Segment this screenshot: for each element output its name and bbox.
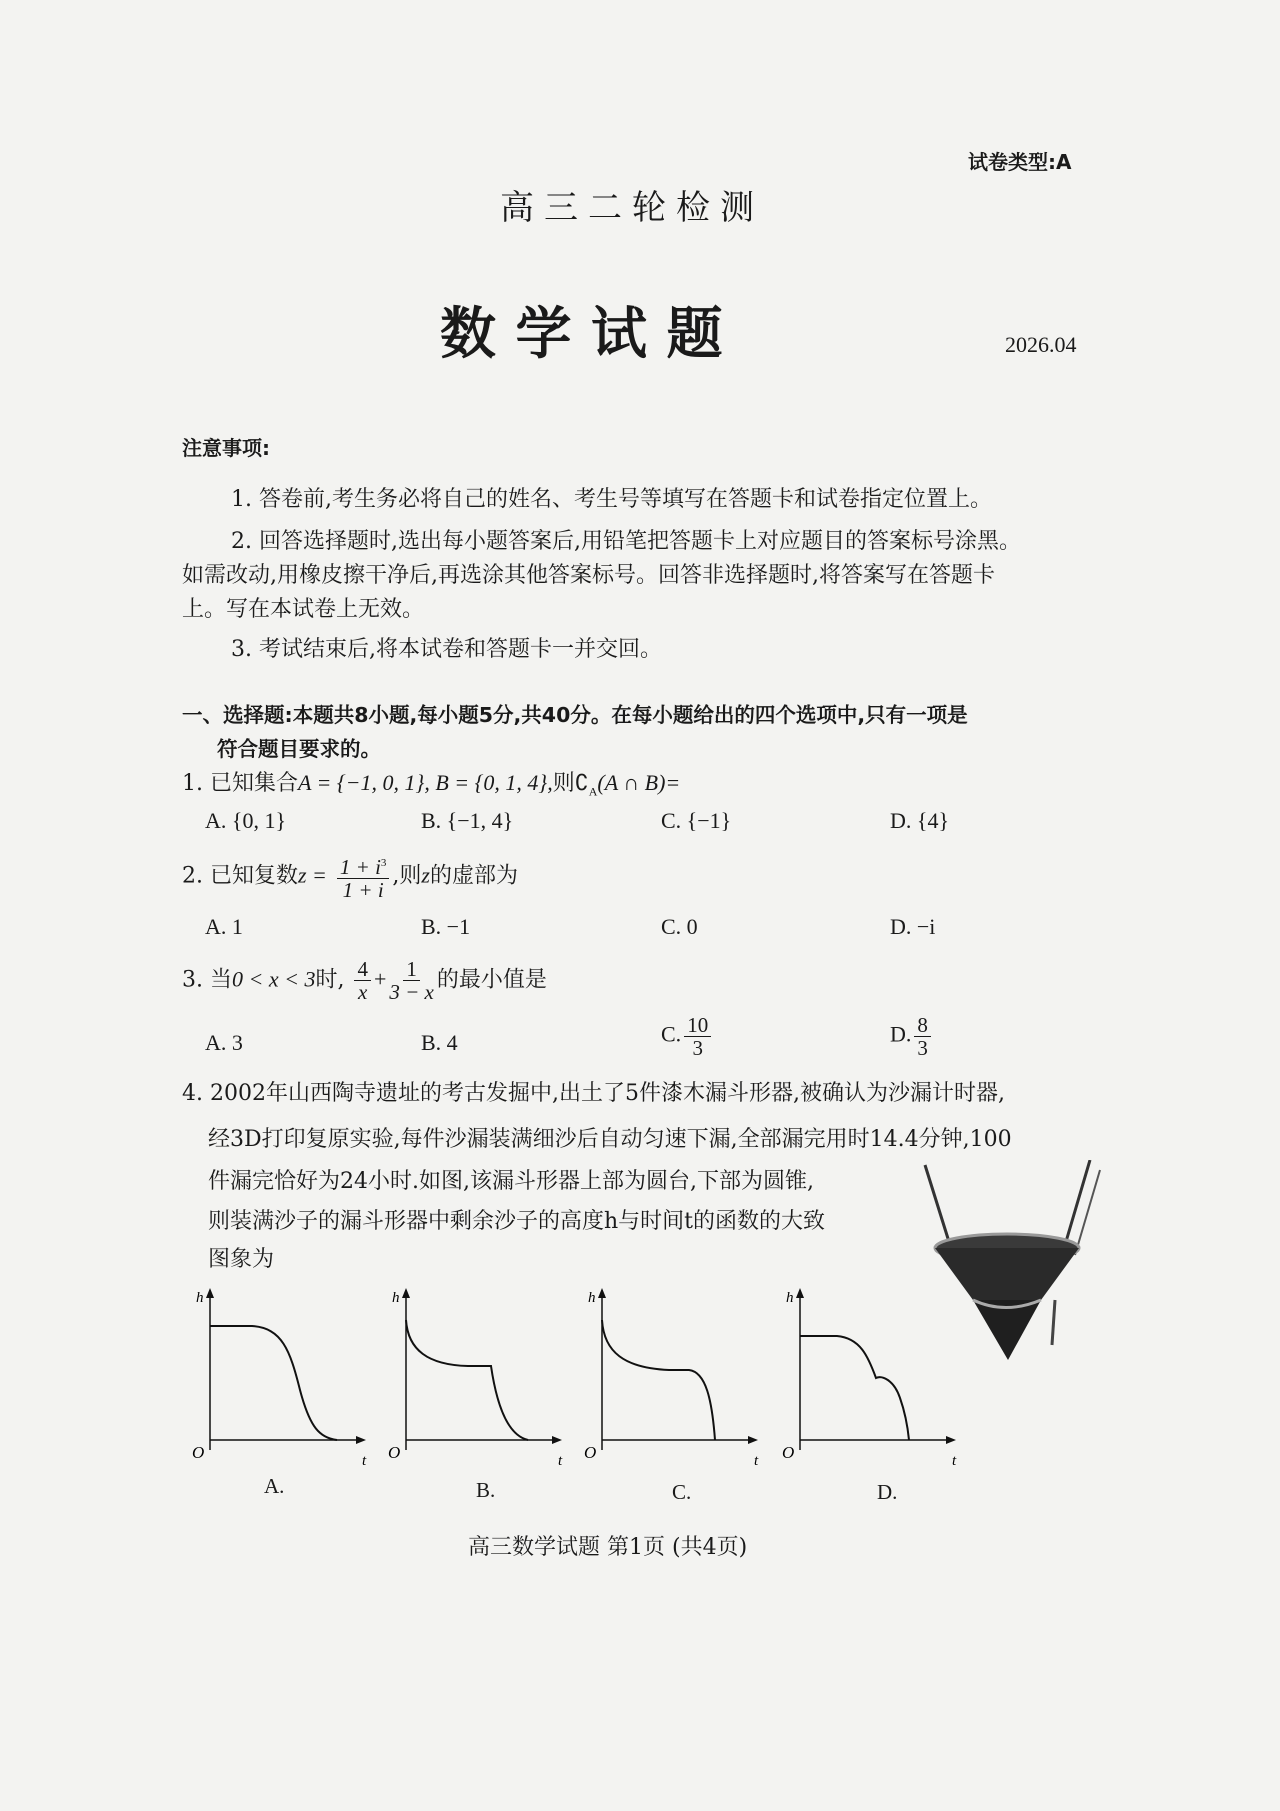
q3-plus: + [373, 966, 387, 992]
x-axis-label: t [754, 1453, 759, 1469]
q3-option-a[interactable]: A. 3 [205, 1030, 243, 1055]
graph-a-label[interactable]: A. [264, 1474, 285, 1498]
notice-item: 2. 回答选择题时,选出每小题答案后,用铅笔把答题卡上对应题目的答案标号涂黑。 [231, 529, 1021, 554]
origin-label: O [388, 1443, 401, 1462]
notice-heading: 注意事项: [182, 436, 270, 460]
notice-item: 3. 考试结束后,将本试卷和答题卡一并交回。 [231, 637, 662, 662]
y-axis-label: h [392, 1290, 400, 1306]
q3-option-b[interactable]: B. 4 [421, 1030, 458, 1055]
q3-text: 时, [315, 967, 345, 993]
q2-z2: z [421, 862, 430, 888]
origin-label: O [584, 1443, 597, 1462]
q1-sub: A [588, 784, 598, 799]
x-axis-label: t [558, 1453, 563, 1469]
q3-condition: 0 < x < 3 [231, 966, 316, 992]
notice-item: 如需改动,用橡皮擦干净后,再选涂其他答案标号。回答非选择题时,将答案写在答题卡 [182, 563, 995, 588]
graph-a[interactable] [192, 1280, 377, 1480]
q2-numerator: 1 + i [339, 855, 381, 879]
graph-c[interactable] [584, 1280, 769, 1480]
section-heading: 一、选择题:本题共8小题,每小题5分,共40分。在每小题给出的四个选项中,只有一项是 [182, 703, 968, 727]
q3-option-c[interactable] [661, 1014, 714, 1059]
x-axis-label: t [362, 1453, 367, 1469]
graph-b[interactable] [388, 1280, 573, 1480]
num: 8 [914, 1014, 931, 1037]
y-arrow-icon [598, 1288, 606, 1298]
q4-line: 件漏完恰好为24小时.如图,该漏斗形器上部为圆台,下部为圆锥, [208, 1169, 814, 1194]
q3-stem: 3. 当 [182, 967, 232, 993]
graph-d[interactable] [782, 1280, 967, 1480]
y-axis-label: h [588, 1290, 596, 1306]
q4-line: 图象为 [208, 1247, 275, 1272]
q1-option-d[interactable]: D. {4} [890, 808, 950, 833]
q3-option-d-label: D. [890, 1021, 912, 1047]
curve-a [210, 1326, 337, 1440]
y-arrow-icon [206, 1288, 214, 1298]
question-2 [182, 852, 518, 901]
q1-option-c[interactable]: C. {−1} [661, 808, 732, 833]
q3-text2: 的最小值是 [436, 967, 547, 993]
q1-expr: (A ∩ B)= [597, 770, 681, 795]
curve-d [800, 1336, 909, 1440]
graph-d-label[interactable]: D. [877, 1480, 898, 1504]
q4-line: 经3D打印复原实验,每件沙漏装满细沙后自动匀速下漏,全部漏完用时14.4分钟,100 [208, 1127, 1012, 1152]
q4-line: 则装满沙子的漏斗形器中剩余沙子的高度h与时间t的函数的大致 [208, 1209, 826, 1234]
q3-fraction-1 [354, 958, 371, 1003]
q3-f2-den: 3 − x [389, 980, 434, 1004]
y-arrow-icon [402, 1288, 410, 1298]
q2-exponent: 3 [380, 857, 387, 869]
q3-f1-num: 4 [354, 958, 371, 981]
q3-option-c-fraction [684, 1014, 711, 1059]
x-axis-label: t [952, 1453, 957, 1469]
q2-option-d[interactable]: D. −i [890, 914, 936, 939]
q3-f2-num: 1 [403, 958, 420, 981]
page-title: 数 学 试 题 [440, 301, 723, 367]
q2-z: z = [297, 862, 327, 888]
section-heading-cont: 符合题目要求的。 [217, 737, 381, 761]
exam-name: 高三二轮检测 [500, 188, 764, 228]
notice-item: 上。写在本试卷上无效。 [182, 597, 425, 622]
question-3 [182, 958, 547, 1003]
q2-option-c[interactable]: C. 0 [661, 914, 698, 939]
den: 3 [692, 1036, 703, 1060]
q2-stem: 2. 已知复数 [182, 863, 298, 889]
x-arrow-icon [356, 1436, 366, 1444]
curve-b [406, 1320, 528, 1440]
q2-option-b[interactable]: B. −1 [421, 914, 471, 939]
paper-type: 试卷类型:A [968, 150, 1072, 174]
num: 10 [684, 1014, 711, 1037]
den: 3 [917, 1036, 928, 1060]
notice-item: 1. 答卷前,考生务必将自己的姓名、考生号等填写在答题卡和试卷指定位置上。 [231, 487, 992, 512]
graph-b-label[interactable]: B. [476, 1478, 496, 1502]
x-arrow-icon [946, 1436, 956, 1444]
q1-sets: A = {−1, 0, 1}, B = {0, 1, 4}, [297, 770, 553, 795]
question-1 [182, 766, 680, 799]
q1-complement: 则∁ [552, 771, 589, 796]
origin-label: O [192, 1443, 205, 1462]
q1-option-b[interactable]: B. {−1, 4} [421, 808, 514, 833]
q1-option-a[interactable]: A. {0, 1} [205, 808, 287, 833]
q1-stem: 1. 已知集合 [182, 771, 298, 796]
q3-option-d-fraction [914, 1014, 931, 1059]
y-axis-label: h [786, 1290, 794, 1306]
q3-option-c-label: C. [661, 1021, 682, 1047]
q4-line: 4. 2002年山西陶寺遗址的考古发掘中,出土了5件漆木漏斗形器,被确认为沙漏计时器, [182, 1081, 1005, 1106]
exam-date: 2026.04 [1005, 332, 1077, 357]
y-axis-label: h [196, 1290, 204, 1306]
q3-fraction-2 [389, 958, 434, 1003]
q2-text: ,则 [392, 863, 422, 889]
graph-c-label[interactable]: C. [672, 1480, 692, 1504]
curve-c [602, 1320, 715, 1440]
page-footer: 高三数学试题 第1页 (共4页) [468, 1535, 748, 1560]
q3-f1-den: x [358, 980, 368, 1004]
y-arrow-icon [796, 1288, 804, 1298]
q2-fraction [337, 852, 390, 901]
q2-denominator: 1 + i [342, 878, 384, 902]
origin-label: O [782, 1443, 795, 1462]
q2-option-a[interactable]: A. 1 [205, 914, 243, 939]
q2-text2: 的虚部为 [429, 863, 518, 889]
x-arrow-icon [552, 1436, 562, 1444]
x-arrow-icon [748, 1436, 758, 1444]
q3-option-d[interactable] [890, 1014, 934, 1059]
